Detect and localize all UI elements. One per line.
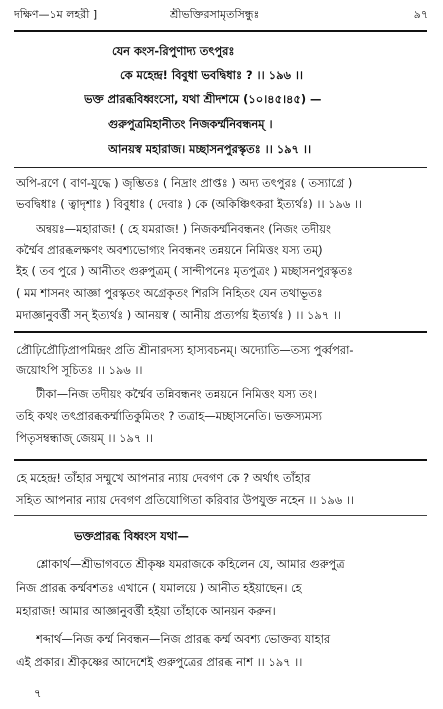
translation-line-1: হে মহেন্দ্র! তাঁহার সম্মুখে আপনার ন্যায় দেবগণ কে ? অর্থাৎ তাঁহার: [16, 471, 311, 485]
running-header-title: শ্রীভক্তিরসামৃতসিন্ধুঃ: [170, 8, 260, 21]
tika-line-3: টীকা—নিজ তদীয়ং কর্ম্মৈব তন্নিবন্ধনং তন্নয়নে নিমিত্তং যস্য তং।: [36, 387, 317, 401]
anvaya-line-6: ( মম শাসনং আজ্ঞা পুরস্কৃতং অগ্রেকৃতং শিরসি নিহিতং যেন তথাভূতঃ: [16, 286, 323, 300]
anvaya-line-1: অপি-রণে ( বাণ-যুদ্ধে ) জৃম্ভিতঃ ( নিদ্রাং প্রাপ্তঃ ) অদ্য তৎপুরঃ ( তস্যাগ্রে ): [16, 176, 353, 190]
anvaya-line-5: ইহ ( তব পুরে ) আনীতং গুরুপুত্রম্ ( সান্দীপনেঃ মৃতপুত্রং ) মচ্ছাসনপুরস্কৃতঃ: [16, 264, 353, 278]
anvaya-line-2: ভবদ্বিধাঃ ( ত্বাদৃশাঃ ) বিবুধাঃ ( দেবাঃ ) কে (অকিঞ্চিৎকরা ইত্যর্থঃ) ।। ১৯৬ ।।: [16, 197, 363, 211]
verse-line-1: যেন কংস-রিপুণাদ্য তৎপুরঃ: [112, 44, 235, 58]
verse-line-4: গুরুপুত্রমিহানীতং নিজকর্ম্মনিবন্ধনম্ ।: [108, 117, 273, 131]
anvaya-line-7: মদাজ্ঞানুবর্ত্তী সন্ ইত্যর্থঃ ) আনয়স্ব ( আনীয় প্রত্যর্পয় ইত্যর্থঃ ) ।। ১৯৭ ।।: [16, 308, 341, 322]
header-rule: [14, 30, 427, 32]
verse-line-3: ভক্ত প্রারব্ধবিধ্বংসো, যথা শ্রীদশমে (১০।৪৫।৪৫) —: [84, 92, 322, 106]
tika-line-1: প্রৌঢ়িপ্রৌঢ়িপ্রাপমিন্দ্রং প্রতি শ্রীনারদস্য হাস্যবচনম্। অদ্যোতি—তস্য পুর্ব্বপরা-: [16, 343, 354, 357]
tika-line-2: জয়োঽপি সূচিতঃ ।। ১৯৬ ।।: [16, 363, 143, 377]
commentary-line-4: শব্দার্থ—নিজ কর্ম্ম নিবন্ধন—নিজ প্রারব্ধ কর্ম্ম অবশ্য ভোক্তব্য যাহার: [36, 632, 331, 646]
section-rule: [14, 331, 427, 333]
section-rule: [14, 167, 427, 168]
tika-line-4: তহি কথং তৎপ্রারব্ধকর্ম্মাতিকুমিতং ? তত্রাহ—মচ্ছাসনেতি। ভক্তস্যমস্য: [16, 409, 322, 423]
commentary-heading: ভক্তপ্রারব্ধ বিধ্বংস যথা—: [74, 529, 189, 543]
running-header-left: দক্ষিণ—১ম লহরী ]: [14, 8, 98, 21]
commentary-line-3: মহারাজ! আমার আজ্ঞানুবর্ত্তী হইয়া তাঁহাকে আনয়ন করুন।: [16, 604, 276, 618]
commentary-line-2: নিজ প্রারব্ধ কর্ম্মবশতঃ এখানে ( যমালয়ে ) আনীত হইয়াছেন। হে: [16, 581, 302, 595]
anvaya-line-3: অন্বয়ঃ—মহারাজ! ( হে যমরাজ! ) নিজকর্ম্মনিবন্ধনং (নিজং তদীয়ং: [36, 222, 331, 236]
anvaya-line-4: কর্ম্মৈব প্রারব্ধলক্ষণং অবশ্যভোগ্যং নিবন্ধনং তন্নয়নে নিমিত্তং যস্য তম্): [16, 243, 323, 257]
page-number: ৯৭: [413, 8, 428, 21]
verse-line-5: আনয়স্ব মহারাজ। মচ্ছাসনপুরস্কৃতঃ ।। ১৯৭ ।।: [108, 142, 312, 156]
section-rule: [14, 459, 427, 461]
tika-line-5: পিতৃসম্বন্ধাজ্ জেয়ম্ ।। ১৯৭ ।।: [16, 431, 154, 445]
signature-mark: ৭: [34, 686, 42, 700]
translation-line-2: সহিত আপনার ন্যায় দেবগণ প্রতিযোগিতা করিবার উপযুক্ত নহেন ।। ১৯৬ ।।: [16, 493, 354, 507]
verse-line-2: কে মহেন্দ্র! বিবুধা ভবদ্বিধাঃ ? ।। ১৯৬ ।।: [120, 68, 303, 82]
commentary-line-1: শ্লোকার্থ—শ্রীভাগবতে শ্রীকৃষ্ণ যমরাজকে কহিলেন যে, আমার গুরুপুত্র: [36, 557, 345, 571]
commentary-line-5: এই প্রকার। শ্রীকৃষ্ণের আদেশেই গুরুপুত্রের প্রারব্ধ নাশ ।। ১৯৭ ।।: [16, 655, 303, 669]
section-rule: [14, 515, 427, 516]
